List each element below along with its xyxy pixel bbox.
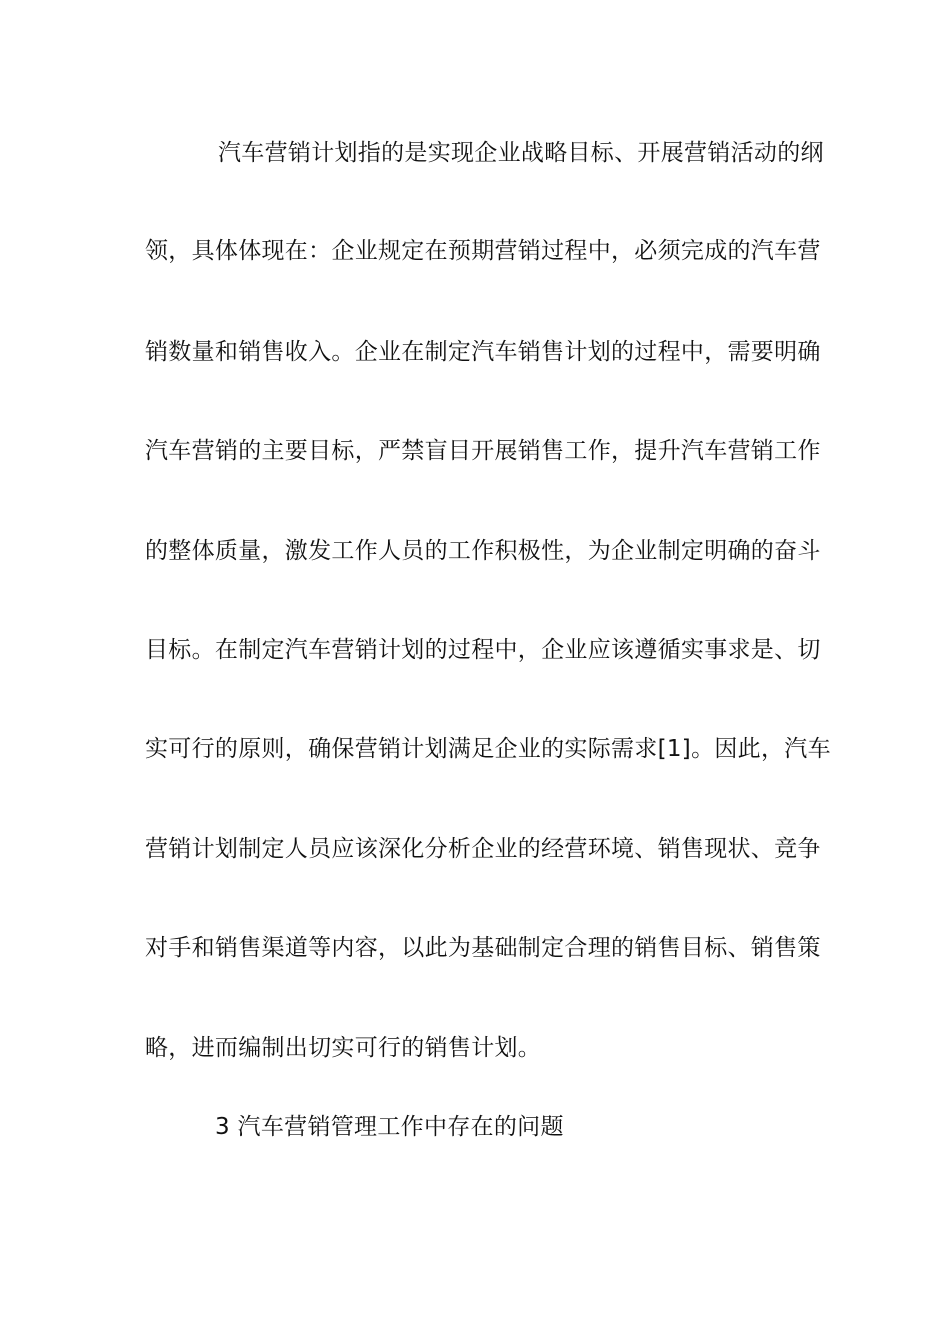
paragraph-line-6: 目标。在制定汽车营销计划的过程中，企业应该遵循实事求是、切 [145, 637, 821, 663]
paragraph-line-9: 对手和销售渠道等内容，以此为基础制定合理的销售目标、销售策 [145, 935, 821, 961]
paragraph-line-7: 实可行的原则，确保营销计划满足企业的实际需求[1]。因此，汽车 [145, 736, 831, 762]
paragraph-line-2: 领，具体体现在：企业规定在预期营销过程中，必须完成的汽车营 [145, 238, 821, 264]
paragraph-line-5: 的整体质量，激发工作人员的工作积极性，为企业制定明确的奋斗 [145, 538, 821, 564]
paragraph-line-4: 汽车营销的主要目标，严禁盲目开展销售工作，提升汽车营销工作 [145, 438, 821, 464]
paragraph-line-1: 汽车营销计划指的是实现企业战略目标、开展营销活动的纲 [218, 140, 824, 166]
section-heading: 3 汽车营销管理工作中存在的问题 [215, 1114, 564, 1140]
paragraph-line-3: 销数量和销售收入。企业在制定汽车销售计划的过程中，需要明确 [145, 339, 821, 365]
paragraph-line-10: 略，进而编制出切实可行的销售计划。 [145, 1035, 542, 1061]
paragraph-line-8: 营销计划制定人员应该深化分析企业的经营环境、销售现状、竞争 [145, 836, 821, 862]
